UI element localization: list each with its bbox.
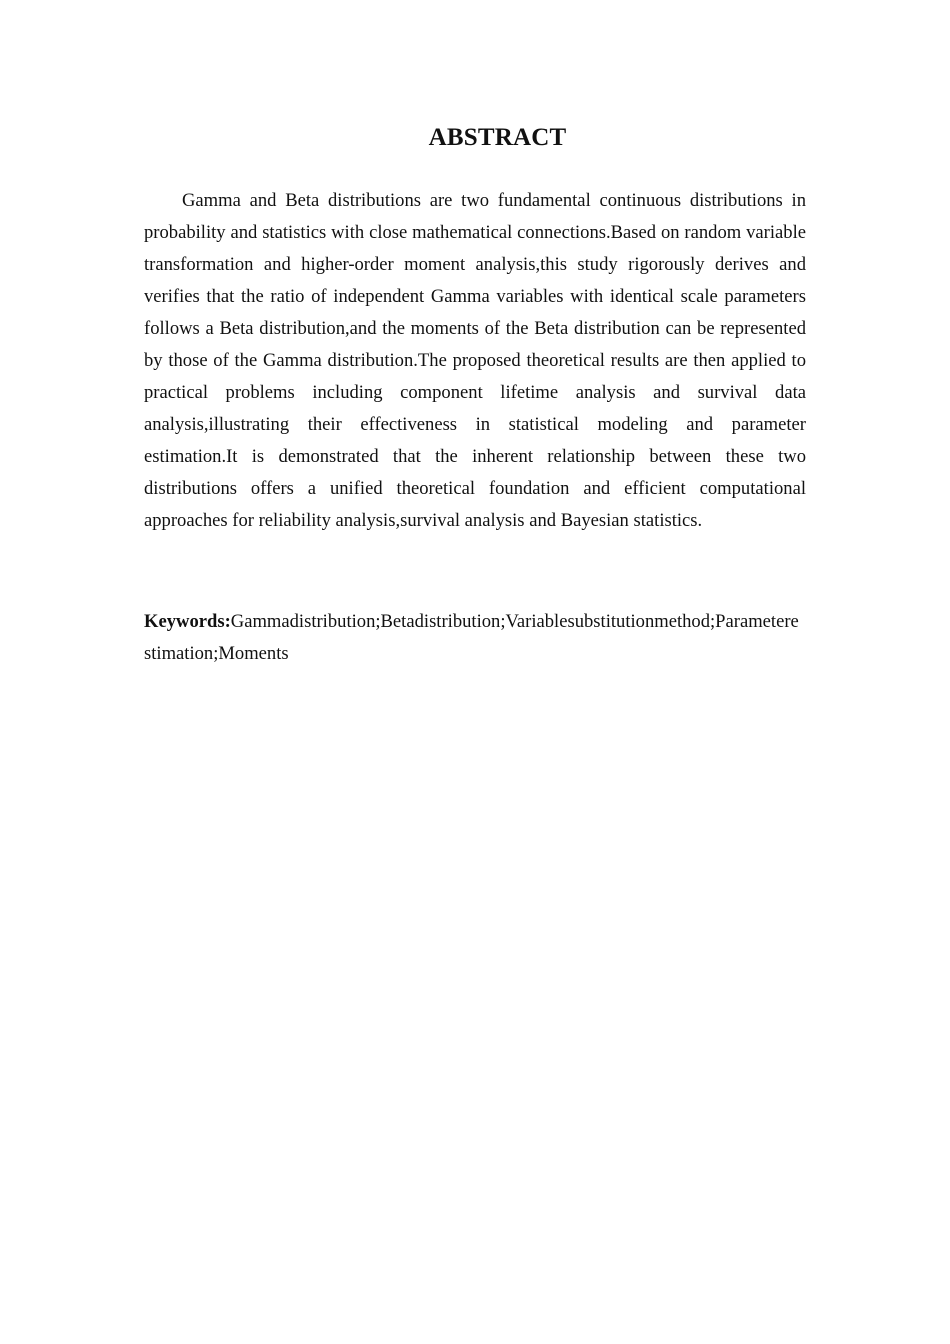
keywords-line [144,606,806,670]
abstract-title: ABSTRACT [428,124,567,151]
abstract-paragraph: Gamma and Beta distributions are two fundamental continuous distributions in probability and statistics with close mathematical connections.Based on random variable transformation and higher-order moment analysis,this study rigorously derives and verifies that the ratio of independent Gamma variables with identical scale parameters follows a Beta distribution,and the moments of the Beta distribution can be represented by those of the Gamma distribution.The proposed theoretical results are then applied to practical problems including component lifetime analysis and survival data analysis,illustrating their effectiveness in statistical modeling and parameter estimation.It is demonstrated that the inherent relationship between these two distributions offers a unified theoretical foundation and efficient computational approaches for reliability analysis,survival analysis and Bayesian statistics. [144,190,806,531]
keywords-label: Keywords: [144,611,231,632]
keywords-text: Gammadistribution;Betadistribution;Variablesubstitutionmethod;Parameterestimation;Moments [144,611,799,664]
